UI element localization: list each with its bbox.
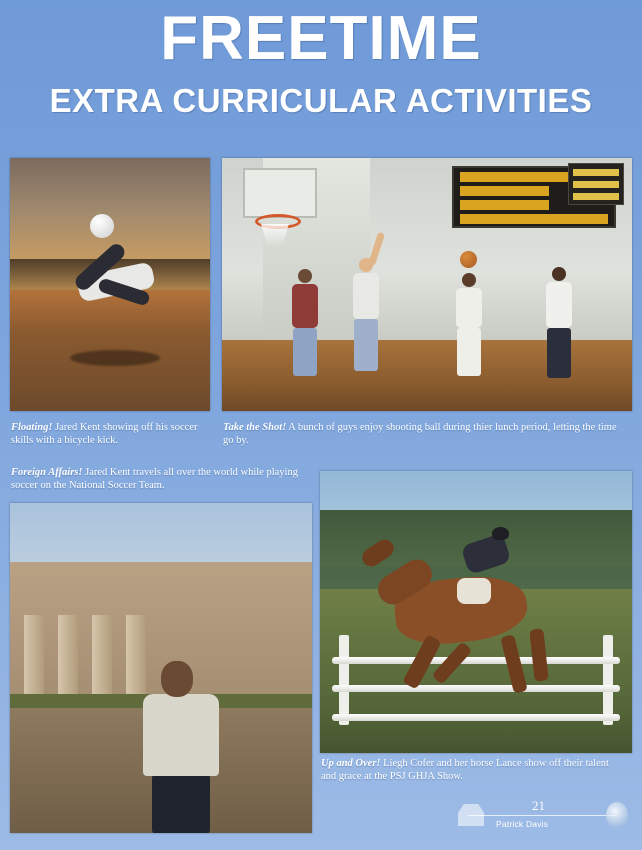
page-title: FREETIME — [160, 4, 482, 73]
scoreboard-row — [460, 200, 550, 210]
caption-text: Jared Kent showing off his soccer skills with a bicycle kick. — [11, 422, 198, 447]
student-head — [462, 273, 476, 287]
photo-soccer-bicycle-kick — [10, 158, 210, 411]
gym-student-shooting — [456, 273, 482, 376]
caption-lead: Floating! — [11, 422, 53, 433]
page-number: 21 — [532, 798, 545, 813]
student-legs — [152, 774, 210, 833]
photo-ruins-travel — [10, 503, 312, 833]
student-head — [552, 267, 566, 281]
student-torso — [456, 288, 482, 328]
student-torso — [292, 284, 318, 328]
jump-post — [339, 635, 349, 725]
student-legs — [293, 328, 317, 376]
photo-horse-jumping — [320, 471, 632, 753]
scoreboard-row — [460, 186, 550, 196]
rider-helmet — [492, 527, 509, 540]
backboard-icon — [243, 168, 317, 218]
caption-lead: Foreign Affairs! — [11, 467, 83, 478]
page-header — [0, 4, 642, 119]
jump-post — [603, 635, 613, 725]
basketball-icon — [460, 251, 477, 268]
student-head — [298, 269, 312, 283]
photo-soccer-artwork — [10, 158, 210, 411]
caption-text: A bunch of guys enjoy shooting ball during thier lunch period, letting the time go by. — [223, 422, 617, 447]
jump-rail — [332, 714, 619, 721]
photo-credit: Patrick Davis — [496, 819, 549, 829]
student-torso — [353, 273, 379, 319]
student-legs — [547, 328, 571, 378]
photo-gym-artwork — [222, 158, 632, 411]
rider-legs — [457, 578, 491, 604]
caption-up-and-over — [321, 757, 621, 784]
student-torso — [143, 694, 219, 776]
footer-divider — [468, 815, 616, 816]
photo-ruins-artwork — [10, 503, 312, 833]
caption-text: Liegh Cofer and her horse Lance show off their talent and grace at the PSJ GHJA Show. — [321, 758, 609, 783]
page-footer — [458, 798, 628, 840]
student-head — [161, 661, 193, 697]
jump-rail — [332, 685, 619, 692]
banner-stripe — [573, 169, 619, 176]
banner-stripe — [573, 193, 619, 200]
caption-take-the-shot — [223, 421, 623, 448]
student-legs — [457, 328, 481, 376]
page-subtitle: EXTRA CURRICULAR ACTIVITIES — [49, 82, 593, 119]
caption-floating — [11, 421, 211, 448]
championship-banner — [568, 163, 624, 205]
caption-lead: Take the Shot! — [223, 422, 287, 433]
soccer-ball-icon — [90, 214, 114, 238]
key-icon — [606, 802, 628, 828]
photo-horse-artwork — [320, 471, 632, 753]
gym-student — [353, 258, 379, 371]
scoreboard-row — [460, 214, 608, 224]
caption-text: Jared Kent travels all over the world while playing soccer on the National Soccer Team. — [11, 467, 298, 492]
student-legs — [354, 319, 378, 371]
gym-student — [292, 269, 318, 376]
gym-student — [546, 267, 572, 378]
jump-rail — [332, 657, 619, 664]
banner-stripe — [573, 181, 619, 188]
caption-lead: Up and Over! — [321, 758, 381, 769]
student-torso — [546, 282, 572, 328]
photo-gym-basketball — [222, 158, 632, 411]
caption-foreign-affairs — [11, 466, 301, 493]
